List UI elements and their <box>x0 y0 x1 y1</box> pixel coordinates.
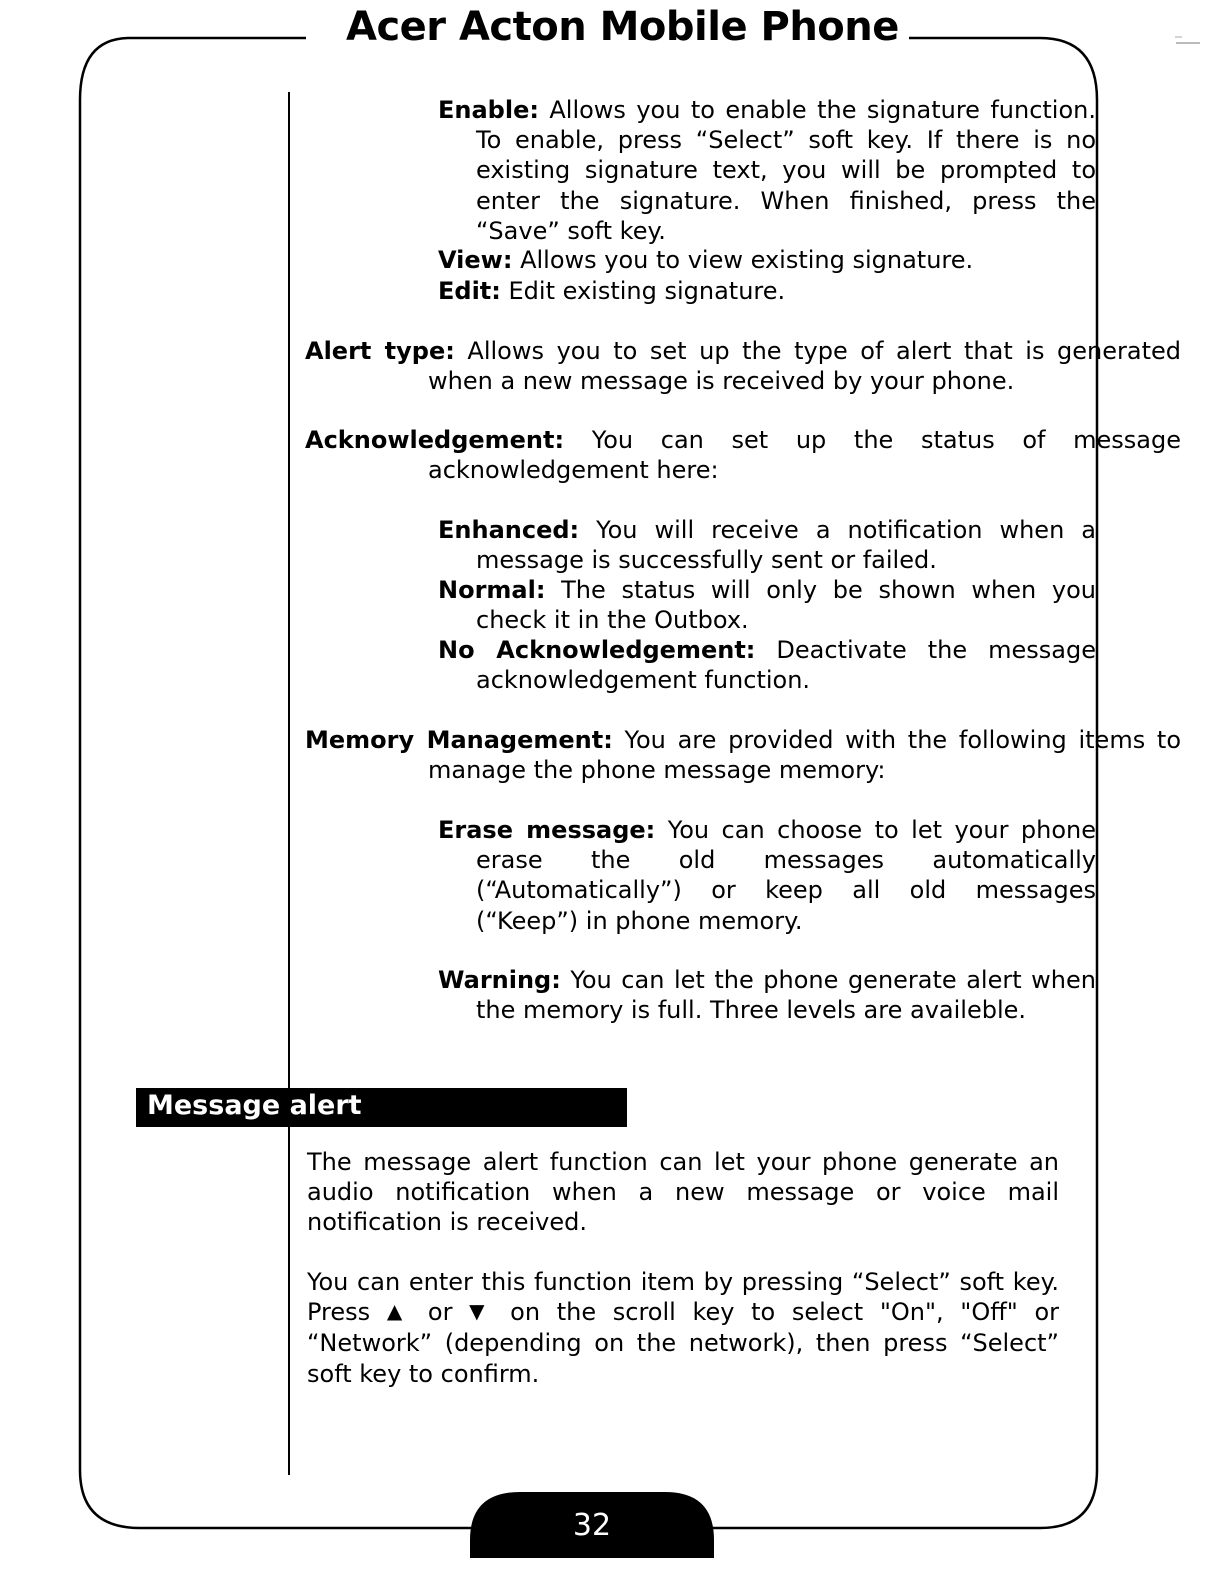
paragraph-2-text-c: on the scroll key to select "On", "Off" or “Network” (depending on the network), then press “Select” soft key to confirm. <box>307 1298 1059 1388</box>
paragraph-2-text-b: or <box>411 1298 470 1327</box>
acknowledgement-item <box>305 425 1181 485</box>
paragraph-2-text-a: You can enter this function item by pressing “Select” soft key. Press <box>307 1268 1059 1327</box>
erase-message-item <box>438 815 1096 936</box>
edit-term: Edit: <box>438 277 501 305</box>
alert-type-term: Alert type: <box>305 337 455 365</box>
no-acknowledgement-desc: Deactivate the message acknowledgement function. <box>476 636 1096 695</box>
enhanced-term: Enhanced: <box>438 516 580 544</box>
view-item <box>438 245 1058 275</box>
view-term: View: <box>438 246 513 274</box>
enable-term: Enable: <box>438 96 539 124</box>
memory-management-item <box>305 725 1181 785</box>
normal-desc: The status will only be shown when you check it in the Outbox. <box>476 576 1096 635</box>
normal-item <box>438 575 1096 635</box>
up-arrow-icon: ▲ <box>386 1299 412 1324</box>
memory-management-term: Memory Management: <box>305 726 613 754</box>
acknowledgement-term: Acknowledgement: <box>305 426 565 454</box>
warning-item <box>438 965 1096 1025</box>
normal-term: Normal: <box>438 576 546 604</box>
enable-item <box>438 95 1096 246</box>
edit-item <box>438 276 1058 306</box>
erase-message-term: Erase message: <box>438 816 656 844</box>
alert-type-desc: Allows you to set up the type of alert that is generated when a new message is received by your phone. <box>428 337 1181 396</box>
enhanced-item <box>438 515 1096 575</box>
enhanced-desc: You will receive a notification when a message is successfully sent or failed. <box>476 516 1096 575</box>
alert-type-item <box>305 336 1181 396</box>
warning-term: Warning: <box>438 966 561 994</box>
view-desc: Allows you to view existing signature. <box>512 246 974 274</box>
page-number: 32 <box>572 1508 612 1543</box>
memory-management-desc: You are provided with the following items to manage the phone message memory: <box>428 726 1182 785</box>
no-acknowledgement-item <box>438 635 1096 695</box>
acknowledgement-desc: You can set up the status of message acknowledgement here: <box>428 426 1181 485</box>
section-heading-message-alert: Message alert <box>136 1088 627 1127</box>
erase-message-desc: You can choose to let your phone erase the old messages automatically (“Automatically”) or keep all old messages (“Keep”) in phone memory. <box>476 816 1096 935</box>
message-alert-paragraph-2 <box>307 1267 1059 1389</box>
no-acknowledgement-term: No Acknowledgement: <box>438 636 756 664</box>
message-alert-paragraph-1: The message alert function can let your phone generate an audio notification when a new message or voice mail notification is received. <box>307 1148 1059 1237</box>
down-arrow-icon: ▼ <box>469 1299 494 1324</box>
edit-desc: Edit existing signature. <box>500 277 786 305</box>
warning-desc: You can let the phone generate alert when the memory is full. Three levels are availeble. <box>476 966 1096 1025</box>
page-title: Acer Acton Mobile Phone <box>336 4 909 50</box>
enable-desc: Allows you to enable the signature function. To enable, press “Select” soft key. If there is no existing signature text, you will be prompted to enter the signature. When finished, press the “Save” soft key. <box>476 96 1096 245</box>
